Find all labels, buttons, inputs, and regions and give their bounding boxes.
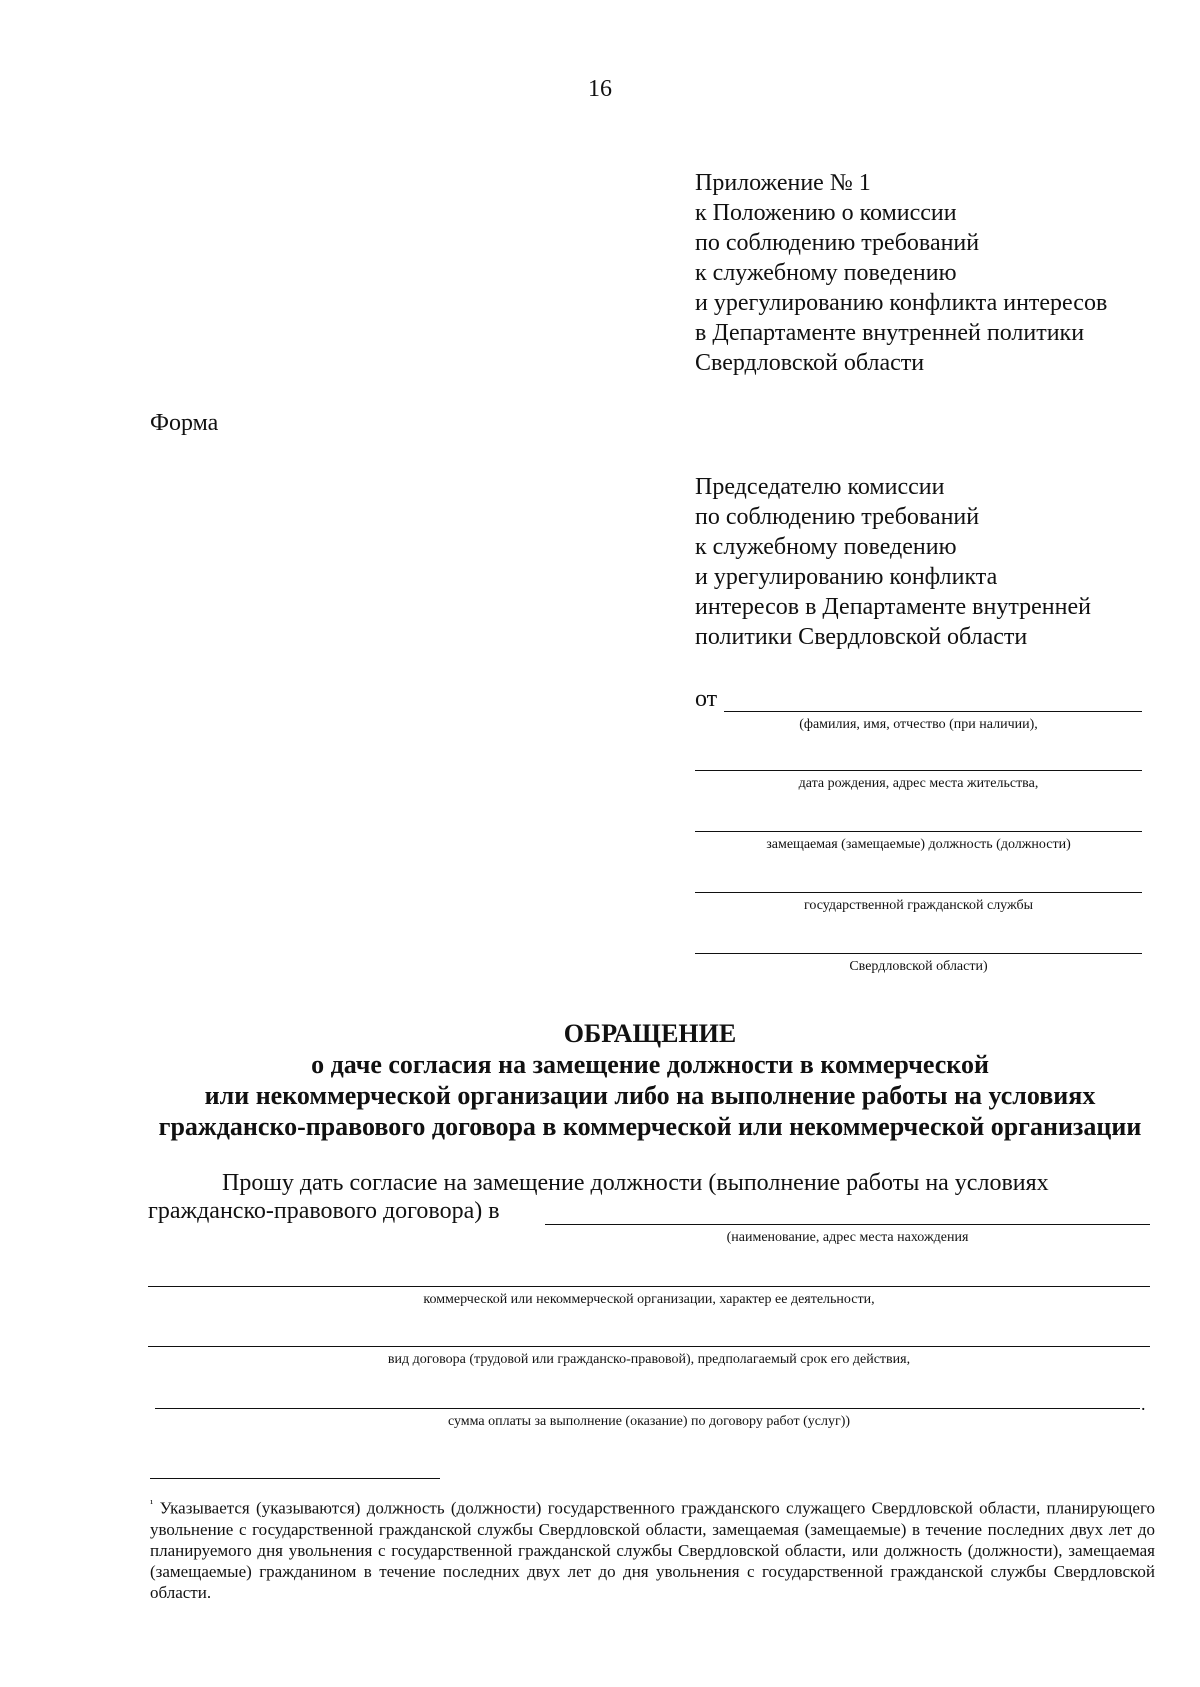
sender-field-caption: дата рождения, адрес места жительства,: [798, 776, 1039, 791]
annex-line: к служебному поведению: [695, 260, 957, 286]
sender-region-field-line[interactable]: [695, 953, 1142, 954]
title-heading: ОБРАЩЕНИЕ: [563, 1019, 737, 1048]
sender-field-caption: замещаемая (замещаемые) должность (должности): [766, 837, 1071, 852]
addressee-line: политики Свердловской области: [695, 624, 1028, 650]
title-subtitle-line: или некоммерческой организации либо на выполнение работы на условиях: [204, 1081, 1096, 1110]
title-subtitle-line: о даче согласия на замещение должности в коммерческой: [311, 1050, 989, 1079]
addressee-line: по соблюдению требований: [695, 504, 980, 530]
payment-field-end-dot: .: [1141, 1394, 1146, 1414]
payment-field-caption: сумма оплаты за выполнение (оказание) по договору работ (услуг)): [447, 1414, 851, 1429]
sender-birth-address-field-line[interactable]: [695, 770, 1142, 771]
sender-service-field-line[interactable]: [695, 892, 1142, 893]
organization-field-caption: (наименование, адрес места нахождения: [726, 1230, 969, 1245]
payment-field-line[interactable]: [155, 1408, 1140, 1409]
from-label: от: [695, 686, 718, 712]
footnote-text: Указывается (указываются) должность (должности) государственного гражданского служащего Свердловской области, планирующего увольнение с государственной гражданской службы Свердловской области, замещаемая (замещаемые) в течение последних двух лет до планируемого дня увольнения с государственной гражданской службы Свердловской области, или должность (должности), замещаемая (замещаемые) гражданином в течение последних двух лет до дня увольнения с государственной гражданской службы Свердловской области.: [150, 1498, 1155, 1602]
addressee-line: интересов в Департаменте внутренней: [695, 594, 1091, 620]
organization-field-line[interactable]: [545, 1224, 1150, 1225]
body-text-line: гражданско-правового договора) в: [148, 1198, 500, 1224]
form-label: Форма: [150, 410, 219, 436]
organization-activity-field-caption: коммерческой или некоммерческой организации, характер ее деятельности,: [423, 1292, 875, 1307]
contract-type-field-caption: вид договора (трудовой или гражданско-правовой), предполагаемый срок его действия,: [387, 1352, 911, 1367]
annex-line: и урегулированию конфликта интересов: [695, 290, 1108, 316]
addressee-line: к служебному поведению: [695, 534, 957, 560]
annex-line: в Департаменте внутренней политики: [695, 320, 1085, 346]
title-subtitle-line: гражданско-правового договора в коммерческой или некоммерческой организации: [158, 1112, 1142, 1141]
body-text-line: Прошу дать согласие на замещение должности (выполнение работы на условиях: [222, 1170, 1049, 1196]
annex-line: по соблюдению требований: [695, 230, 980, 256]
sender-field-caption: Свердловской области): [849, 959, 988, 974]
footnote-mark: ¹: [150, 1498, 154, 1510]
annex-line: Свердловской области: [695, 350, 925, 376]
annex-line: Приложение № 1: [695, 170, 871, 196]
addressee-line: и урегулированию конфликта: [695, 564, 998, 590]
sender-position-field-line[interactable]: [695, 831, 1142, 832]
footnote: [150, 1494, 1155, 1603]
sender-field-caption: (фамилия, имя, отчество (при наличии),: [799, 717, 1038, 732]
annex-block: [695, 168, 1107, 378]
footnote-divider: [150, 1478, 440, 1479]
organization-activity-field-line[interactable]: [148, 1286, 1150, 1287]
contract-type-field-line[interactable]: [148, 1346, 1150, 1347]
addressee-line: Председателю комиссии: [695, 474, 945, 500]
page-number: 16: [588, 76, 612, 102]
addressee-block: [695, 472, 1091, 652]
sender-field-caption: государственной гражданской службы: [803, 898, 1034, 913]
annex-line: к Положению о комиссии: [695, 200, 957, 226]
document-title: [140, 1018, 1160, 1142]
sender-name-field-line[interactable]: [724, 711, 1142, 712]
